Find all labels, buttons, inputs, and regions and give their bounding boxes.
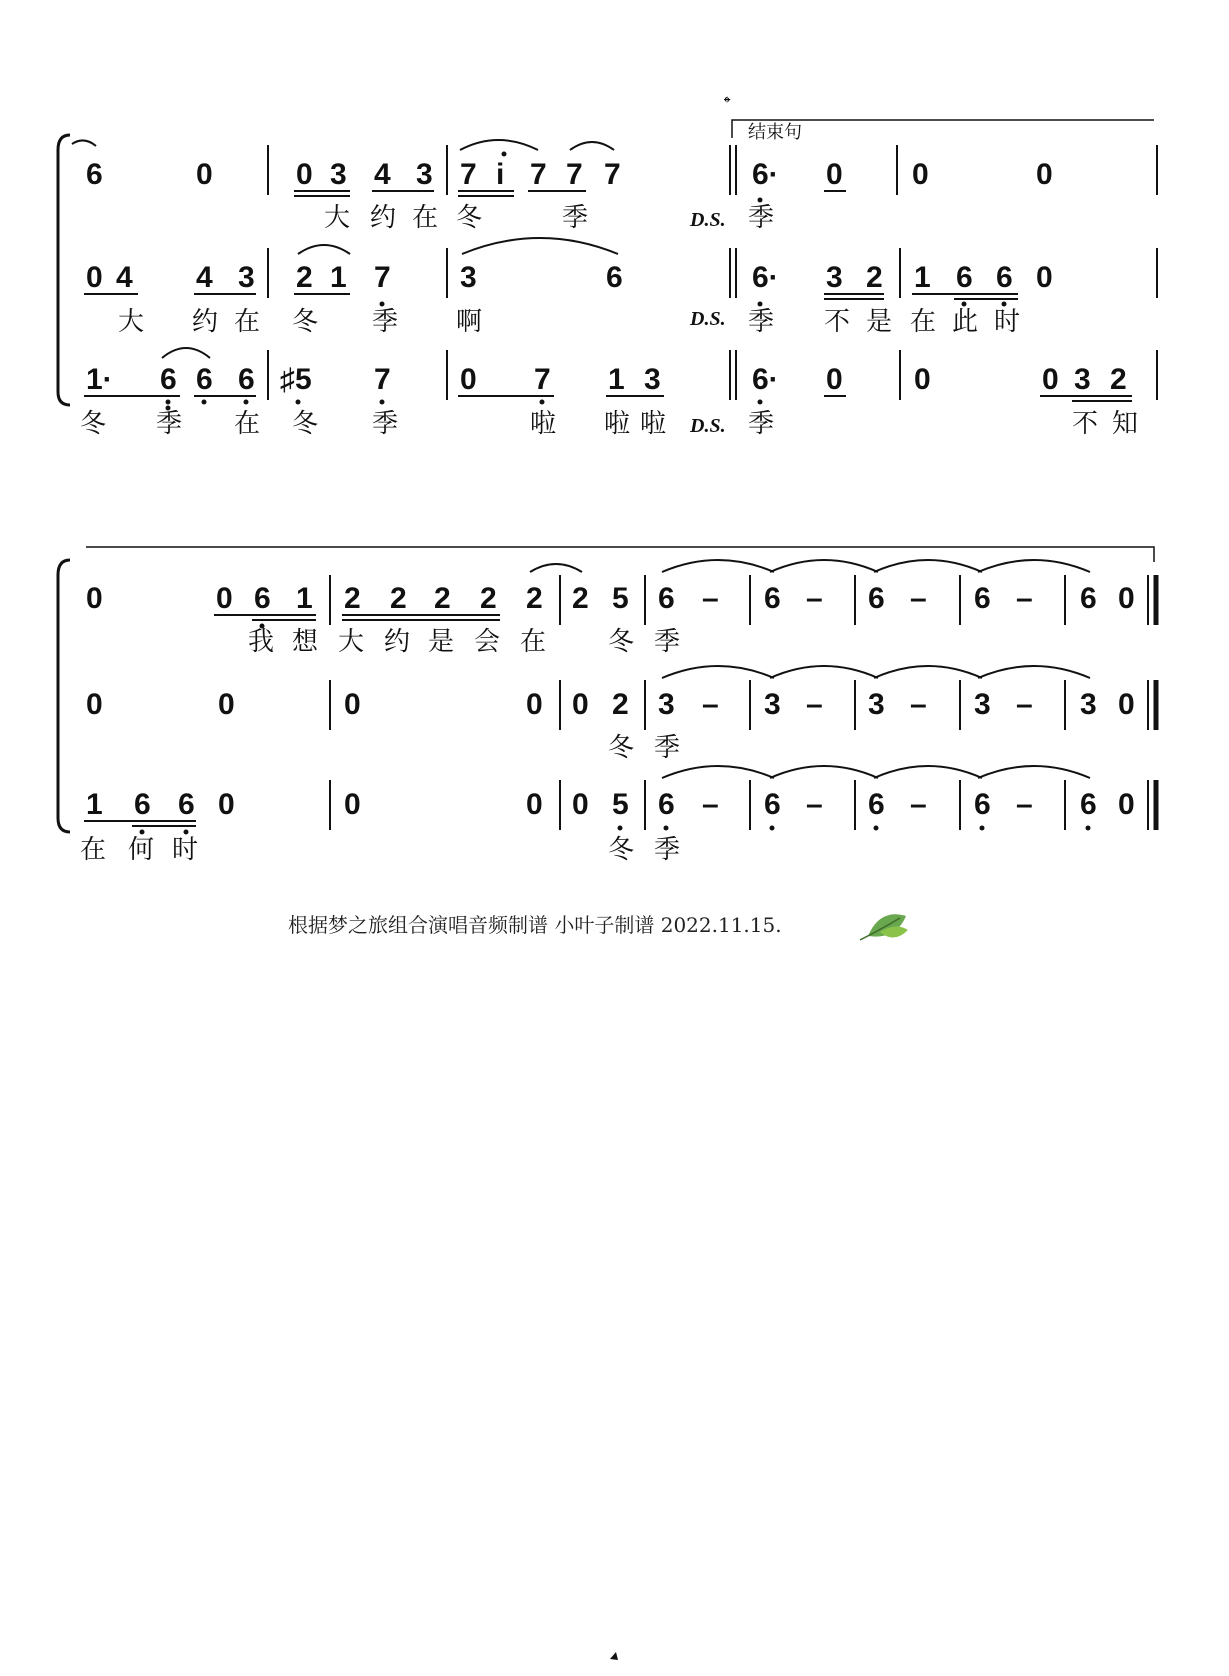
note: i (496, 158, 505, 191)
lyric: 季 (654, 627, 681, 657)
lyric: 啦 (604, 409, 631, 439)
note: 6 (196, 363, 213, 396)
voice-1-notes (86, 582, 1135, 615)
lyric: 季 (372, 409, 399, 439)
note: 3 (238, 261, 255, 294)
lyric: 约 (370, 203, 397, 233)
note: 6 (178, 788, 195, 821)
note: 0 (196, 158, 213, 191)
note: 5 (612, 788, 629, 821)
system-1 (58, 93, 1157, 439)
lyric: 何 (128, 835, 155, 865)
note: 2 (572, 582, 589, 615)
note: 3 (974, 688, 991, 721)
note: 0 (914, 363, 931, 396)
note: 0 (296, 158, 313, 191)
lyric: 季 (372, 307, 399, 337)
note: – (1016, 582, 1033, 615)
note: 7 (460, 158, 477, 191)
note: 6 (868, 788, 885, 821)
note: 7 (604, 158, 621, 191)
note: 3 (658, 688, 675, 721)
note: 0 (1118, 582, 1135, 615)
note: 3 (330, 158, 347, 191)
note: – (702, 688, 719, 721)
note: 6 (658, 582, 675, 615)
note: 6 (764, 582, 781, 615)
note: 6 (1080, 788, 1097, 821)
note: – (1016, 788, 1033, 821)
note: 2 (434, 582, 451, 615)
lyric: 啊 (456, 307, 483, 337)
note: 6 (134, 788, 151, 821)
ending-label: 结束句 (748, 122, 802, 143)
note: 0 (1036, 158, 1053, 191)
note: 2 (480, 582, 497, 615)
ds-mark: D.S. (690, 308, 726, 330)
note: 5 (612, 582, 629, 615)
lyric: 季 (562, 203, 589, 233)
note: 0 (460, 363, 477, 396)
note: 4 (374, 158, 391, 191)
note: 1 (914, 261, 931, 294)
voice-2-marks (662, 666, 1090, 678)
note: 3 (826, 261, 843, 294)
note: 0 (1042, 363, 1059, 396)
lyric: 季 (654, 733, 681, 763)
lyric: 在 (412, 203, 439, 233)
lyric: 知 (1112, 409, 1139, 439)
lyric: 我 (248, 627, 275, 657)
note: 7 (534, 363, 551, 396)
lyric: 此 (952, 307, 979, 337)
note: 6· (752, 261, 779, 294)
lyric: 季 (654, 835, 681, 865)
note: 6 (868, 582, 885, 615)
lyric: 是 (866, 307, 893, 337)
note: 0 (912, 158, 929, 191)
note: – (1016, 688, 1033, 721)
note: 1 (330, 261, 347, 294)
note: 2 (344, 582, 361, 615)
note: 7 (374, 261, 391, 294)
ds-mark: D.S. (690, 415, 726, 437)
page-mark (610, 1652, 618, 1660)
note: 2 (1110, 363, 1127, 396)
lyric: 在 (80, 835, 107, 865)
note: – (806, 582, 823, 615)
note: 0 (1036, 261, 1053, 294)
note: 6 (160, 363, 177, 396)
lyric: 冬 (456, 203, 483, 233)
note: 0 (86, 688, 103, 721)
voice-3-notes (86, 788, 1135, 821)
lyric: 季 (156, 409, 183, 439)
barlines (268, 145, 1157, 400)
leaf-icon (860, 914, 908, 940)
lyric: 不 (824, 307, 851, 337)
note: 3 (416, 158, 433, 191)
note: 3 (1074, 363, 1091, 396)
lyric: 冬 (80, 409, 107, 439)
note: 6 (974, 788, 991, 821)
note: 6 (996, 261, 1013, 294)
note: 6 (658, 788, 675, 821)
note: 3 (868, 688, 885, 721)
voice-2-lyrics (118, 307, 1020, 337)
note: 6 (1080, 582, 1097, 615)
voice-1-lyrics (324, 203, 774, 233)
note: 0 (826, 363, 843, 396)
note: 6 (254, 582, 271, 615)
coda-symbol: 𝄌 (724, 93, 731, 114)
note: – (910, 688, 927, 721)
note: 0 (218, 688, 235, 721)
note: 6· (752, 158, 779, 191)
note: – (806, 688, 823, 721)
lyric: 会 (474, 627, 501, 657)
note: 6 (974, 582, 991, 615)
note: – (910, 582, 927, 615)
voice-3-lyrics (80, 409, 1138, 439)
voice-2-lyrics (608, 733, 680, 763)
lyric: 在 (234, 409, 261, 439)
lyric: 不 (1072, 409, 1099, 439)
note: 0 (526, 688, 543, 721)
note: 1 (608, 363, 625, 396)
note: 6 (606, 261, 623, 294)
system-bracket (58, 560, 70, 832)
note: 6 (86, 158, 103, 191)
lyric: 大 (324, 203, 351, 233)
lyric: 约 (384, 627, 411, 657)
note: 0 (218, 788, 235, 821)
lyric: 冬 (292, 307, 319, 337)
note: 2 (866, 261, 883, 294)
lyric: 大 (118, 307, 145, 337)
note: 0 (1118, 788, 1135, 821)
lyric: 冬 (608, 835, 635, 865)
voice-2-notes (86, 261, 1053, 294)
voice-3-lyrics (80, 835, 680, 865)
note: 2 (612, 688, 629, 721)
lyric: 在 (910, 307, 937, 337)
note: 1 (86, 788, 103, 821)
lyric: 在 (520, 627, 547, 657)
note: 3 (460, 261, 477, 294)
lyric: 大 (338, 627, 365, 657)
lyric: 在 (234, 307, 261, 337)
note: 0 (344, 688, 361, 721)
credit-line: 根据梦之旅组合演唱音频制谱 小叶子制谱 2022.11.15. (288, 913, 782, 937)
lyric: 季 (748, 203, 775, 233)
lyric: 是 (428, 627, 455, 657)
lyric: 啦 (530, 409, 557, 439)
note: 7 (530, 158, 547, 191)
note: 3 (764, 688, 781, 721)
voice-2-notes (86, 688, 1135, 721)
lyric: 啦 (640, 409, 667, 439)
lyric: 约 (192, 307, 219, 337)
note: 0 (86, 582, 103, 615)
note: 1 (296, 582, 313, 615)
note: 0 (86, 261, 103, 294)
note: 6· (752, 363, 779, 396)
note: 2 (390, 582, 407, 615)
note: 6 (764, 788, 781, 821)
note: 7 (566, 158, 583, 191)
note: 0 (526, 788, 543, 821)
note: 3 (1080, 688, 1097, 721)
note: 0 (344, 788, 361, 821)
note: 0 (572, 688, 589, 721)
voice-3-notes (86, 363, 1127, 396)
top-rule (86, 547, 1154, 562)
note: 4 (116, 261, 133, 294)
ds-mark: D.S. (690, 209, 726, 231)
lyric: 想 (292, 627, 319, 657)
note: 4 (196, 261, 213, 294)
lyric: 冬 (608, 733, 635, 763)
lyric: 冬 (292, 409, 319, 439)
lyric: 冬 (608, 627, 635, 657)
voice-1-lyrics (248, 627, 680, 657)
system-bracket (58, 135, 70, 405)
note: 6 (238, 363, 255, 396)
note: – (702, 788, 719, 821)
lyric: 时 (172, 835, 199, 865)
footer (288, 913, 908, 940)
note: 0 (826, 158, 843, 191)
note: 2 (296, 261, 313, 294)
note: 0 (216, 582, 233, 615)
voice-1-notes (86, 158, 1053, 191)
note: 7 (374, 363, 391, 396)
note: 1· (86, 363, 113, 396)
note: 2 (526, 582, 543, 615)
note: ♯5 (280, 363, 312, 396)
note: 3 (644, 363, 661, 396)
note: 0 (572, 788, 589, 821)
lyric: 时 (994, 307, 1021, 337)
system-2 (58, 547, 1156, 865)
note: – (806, 788, 823, 821)
lyric: 季 (748, 307, 775, 337)
note: 0 (1118, 688, 1135, 721)
note: – (910, 788, 927, 821)
note: – (702, 582, 719, 615)
lyric: 季 (748, 409, 775, 439)
note: 6 (956, 261, 973, 294)
